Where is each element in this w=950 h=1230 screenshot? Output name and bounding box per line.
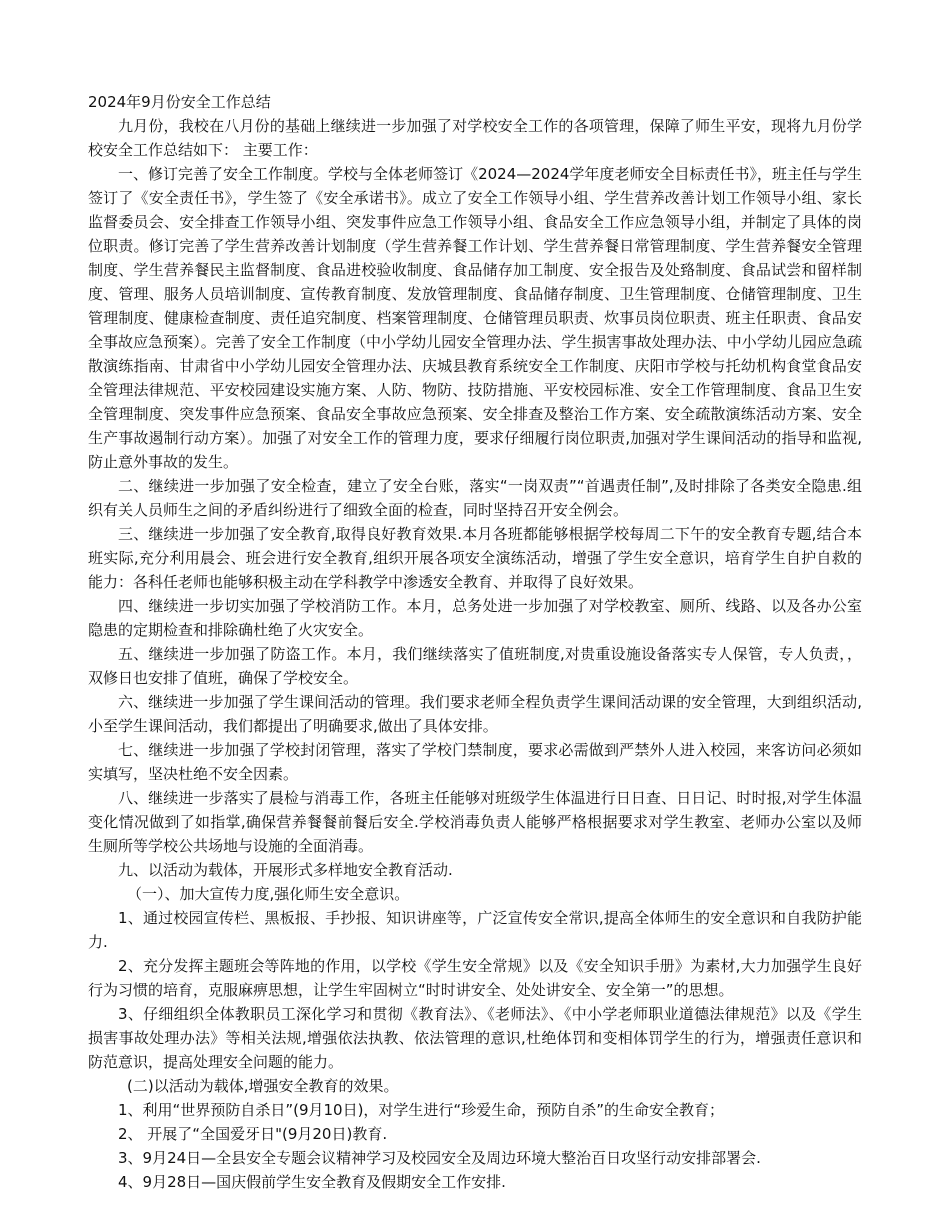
document-title: 2024年9月份安全工作总结 bbox=[88, 93, 271, 111]
subsection-2-item-2: 2、 开展了“全国爱牙日"(9月20日)教育. bbox=[118, 1125, 388, 1143]
section-3-paragraph: 三、继续进一步加强了安全教育,取得良好教育效果.本月各班都能够根据学校每周二下午的安全教育专题,结合本班实际,充分利用晨会、班会进行安全教育,组织开展各项安全演练活动，增强了学生安全意识，培育学生自护自救的能力：各科任老师也能够积极主动在学科教学中渗透安全教育、并取得了良好效果。 bbox=[88, 525, 862, 591]
subsection-2-item-1: 1、利用“世界预防自杀日”(9月10日)，对学生进行“珍爱生命，预防自杀”的生命安全教育； bbox=[118, 1101, 724, 1119]
section-1-paragraph: 一、修订完善了安全工作制度。学校与全体老师签订《2024—2024学年度老师安全目标责任书》，班主任与学生签订了《安全责任书》，学生签了《安全承诺书》。成立了安全工作领导小组、学生营养改善计划工作领导小组、家长监督委员会、安全排查工作领导小组、突发事件应急工作领导小组、食品安全工作应急领导小组，并制定了具体的岗位职责。修订完善了学生营养改善计划制度（学生营养餐工作计划、学生营养餐日常管理制度、学生营养餐安全管理制度、学生营养餐民主监督制度、食品进校验收制度、食品储存加工制度、安全报告及处臵制度、食品试尝和留样制度、管理、服务人员培训制度、宣传教育制度、发放管理制度、食品储存制度、卫生管理制度、仓储管理制度、卫生管理制度、健康检查制度、责任追究制度、档案管理制度、仓储管理员职责、炊事员岗位职责、班主任职责、食品安全事故应急预案）。完善了安全工作制度（中小学幼儿园安全管理办法、学生损害事故处理办法、中小学幼儿园应急疏散演练指南、甘肃省中小学幼儿园安全管理办法、庆城县教育系统安全工作制度、庆阳市学校与托幼机构食堂食品安全管理法律规范、平安校园建设实施方案、人防、物防、技防措施、平安校园标准、安全工作管理制度、食品卫生安全管理制度、突发事件应急预案、食品安全事故应急预案、安全排查及整治工作方案、安全疏散演练活动方案、安全生产事故遏制行动方案）。加强了对安全工作的管理力度，要求仔细履行岗位职责,加强对学生课间活动的指导和监视,防止意外事故的发生。 bbox=[88, 165, 862, 471]
subsection-1-item-2: 2、充分发挥主题班会等阵地的作用，以学校《学生安全常规》以及《安全知识手册》为素材,大力加强学生良好行为习惯的培育，克服麻痹思想，让学生牢固树立“时时讲安全、处处讲安全、安全第一”的思想。 bbox=[88, 957, 862, 999]
section-7-paragraph: 七、继续进一步加强了学校封闭管理，落实了学校门禁制度，要求必需做到严禁外人进入校园，来客访问必须如实填写，坚决杜绝不安全因素。 bbox=[88, 741, 862, 783]
subsection-1-item-1: 1、通过校园宣传栏、黑板报、手抄报、知识讲座等，广泛宣传安全常识,提高全体师生的安全意识和自我防护能力. bbox=[88, 909, 862, 951]
section-2-paragraph: 二、继续进一步加强了安全检查，建立了安全台账，落实“一岗双责”“首遇责任制”,及时排除了各类安全隐患.组织有关人员师生之间的矛盾纠纷进行了细致全面的检查，同时坚持召开安全例会。 bbox=[88, 477, 862, 519]
section-4-paragraph: 四、继续进一步切实加强了学校消防工作。本月，总务处进一步加强了对学校教室、厕所、线路、以及各办公室隐患的定期检查和排除确杜绝了火灾安全。 bbox=[88, 597, 862, 639]
subsection-1-item-3: 3、仔细组织全体教职员工深化学习和贯彻《教育法》、《老师法》、《中小学老师职业道德法律规范》以及《学生损害事故处理办法》等相关法规,增强依法执教、依法管理的意识,杜绝体罚和变相体罚学生的行为，增强责任意识和防范意识，提高处理安全问题的能力。 bbox=[88, 1005, 862, 1071]
section-9-paragraph: 九、以活动为载体，开展形式多样地安全教育活动. bbox=[118, 861, 453, 879]
subsection-2-item-3: 3、9月24日—全县安全专题会议精神学习及校园安全及周边环境大整治百日攻坚行动安排部署会. bbox=[118, 1149, 761, 1167]
section-5-paragraph: 五、继续进一步加强了防盗工作。本月，我们继续落实了值班制度,对贵重设施设备落实专人保管，专人负责，，双修日也安排了值班，确保了学校安全。 bbox=[88, 645, 862, 687]
subsection-2-heading: (二)以活动为载体,增强安全教育的效果。 bbox=[127, 1077, 399, 1095]
subsection-2-item-4: 4、9月28日—国庆假前学生安全教育及假期安全工作安排. bbox=[118, 1173, 506, 1191]
section-6-paragraph: 六、继续进一步加强了学生课间活动的管理。我们要求老师全程负责学生课间活动课的安全管理，大到组织活动,小至学生课间活动，我们都提出了明确要求,做出了具体安排。 bbox=[88, 693, 862, 735]
intro-paragraph: 九月份，我校在八月份的基础上继续进一步加强了对学校安全工作的各项管理，保障了师生平安，现将九月份学校安全工作总结如下： 主要工作： bbox=[88, 117, 862, 159]
section-8-paragraph: 八、继续进一步落实了晨检与消毒工作，各班主任能够对班级学生体温进行日日查、日日记、时时报,对学生体温变化情况做到了如指掌,确保营养餐餐前餐后安全.学校消毒负责人能够严格根据要求对学生教室、老师办公室以及师生厕所等学校公共场地与设施的全面消毒。 bbox=[88, 789, 862, 855]
subsection-1-heading: （一）、加大宣传力度,强化师生安全意识。 bbox=[127, 885, 410, 903]
